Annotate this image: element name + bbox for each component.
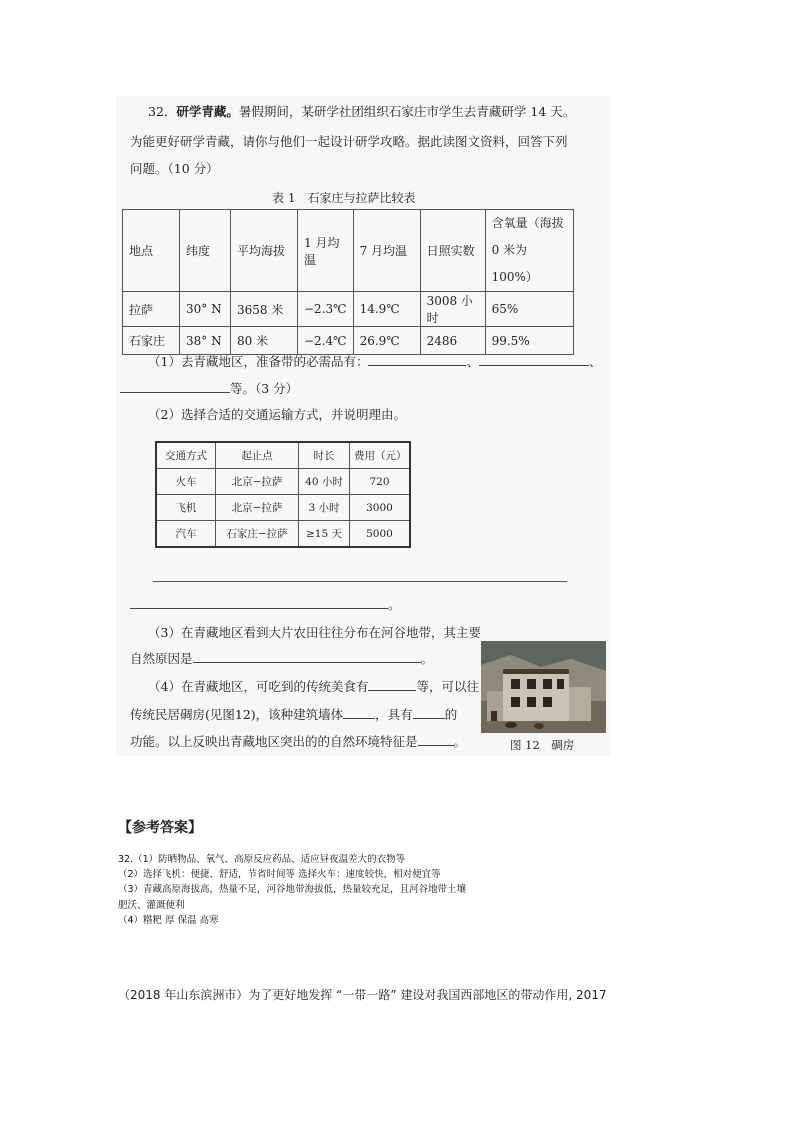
answer-blank[interactable] xyxy=(193,650,421,663)
house-illustration xyxy=(481,641,606,733)
table-header-cell: 地点 xyxy=(123,210,180,292)
sub1-tail: 等。（3 分） xyxy=(230,381,299,396)
sub4-text: 的 xyxy=(444,707,458,722)
question-intro-line-3: 问题。（10 分） xyxy=(130,161,219,176)
table-cell: 2486 xyxy=(420,327,485,355)
next-question-text: （2018 年山东滨洲市）为了更好地发挥 “一带一路” 建设对我国西部地区的带动作用, 2017 xyxy=(118,988,607,1002)
table-cell: 99.5% xyxy=(485,327,573,355)
sub-question-4-line-1 xyxy=(148,678,479,696)
table-header-cell: 费用（元） xyxy=(350,442,411,469)
sub4-text: 传统民居碉房(见图12)，该种建筑墙体 xyxy=(130,707,344,722)
tibetan-house-photo xyxy=(481,641,606,733)
transport-table xyxy=(155,441,411,548)
sub3-text: 自然原因是 xyxy=(130,651,193,666)
answer-line[interactable] xyxy=(153,581,567,582)
table-cell: −2.3℃ xyxy=(298,292,354,327)
table-cell: 5000 xyxy=(350,521,411,548)
table-cell: 720 xyxy=(350,469,411,495)
answer-line: （4）糌粑 厚 保温 高寒 xyxy=(118,915,219,926)
table-header-cell: 7 月均温 xyxy=(353,210,420,292)
sub-question-4-line-3 xyxy=(130,733,466,751)
table-header-cell: 1 月均温 xyxy=(298,210,354,292)
table-cell: 40 小时 xyxy=(299,469,350,495)
table-cell: 汽车 xyxy=(156,521,216,548)
sub-question-1-line-2 xyxy=(120,380,298,398)
table-cell: 北京−拉萨 xyxy=(216,495,299,521)
sub4-text: ，具有 xyxy=(375,707,413,722)
table-header-cell: 纬度 xyxy=(180,210,231,292)
table-cell: 火车 xyxy=(156,469,216,495)
table-header-row xyxy=(156,442,410,469)
period: 。 xyxy=(420,651,434,666)
oxygen-header-line1: 含氧量（海拔 xyxy=(491,216,564,230)
answer-line: 肥沃、灌溉便利 xyxy=(118,900,185,911)
table-header-cell: 日照实数 xyxy=(420,210,485,292)
table-cell: 3 小时 xyxy=(299,495,350,521)
table-cell: −2.4℃ xyxy=(298,327,354,355)
question-title: 研学青藏。 xyxy=(176,104,239,119)
question-intro-text: 暑假期间，某研学社团组织石家庄市学生去青藏研学 14 天。 xyxy=(238,104,576,119)
table-header-row xyxy=(123,210,574,292)
table-cell: 3000 xyxy=(350,495,411,521)
table-cell: 38° N xyxy=(180,327,231,355)
question-intro-line-1 xyxy=(148,103,575,121)
table-cell: 26.9℃ xyxy=(353,327,420,355)
table-cell: 3658 米 xyxy=(231,292,298,327)
table-cell: 北京−拉萨 xyxy=(216,469,299,495)
answer-line: （3）青藏高原海拔高，热量不足，河谷地带海拔低，热量较充足，且河谷地带土壤 xyxy=(118,884,467,895)
table-cell: 14.9℃ xyxy=(353,292,420,327)
period: 。 xyxy=(388,597,401,612)
table-cell: 拉萨 xyxy=(123,292,180,327)
table-row xyxy=(123,327,574,355)
table-header-cell xyxy=(485,210,573,292)
table-cell: 65% xyxy=(485,292,573,327)
table-cell: ≥15 天 xyxy=(299,521,350,548)
answer-blank[interactable] xyxy=(479,353,589,366)
answer-blank[interactable] xyxy=(368,678,416,691)
answer-blank[interactable] xyxy=(413,706,445,719)
sub-question-2-line-2 xyxy=(130,596,401,614)
answer-blank[interactable] xyxy=(130,596,388,609)
table-row xyxy=(156,495,410,521)
table-cell: 飞机 xyxy=(156,495,216,521)
table-cell: 80 米 xyxy=(231,327,298,355)
table-row xyxy=(156,469,410,495)
sub4-text: 功能。以上反映出青藏地区突出的的自然环境特征是 xyxy=(130,734,418,749)
table-cell: 3008 小时 xyxy=(420,292,485,327)
sub4-text: 等，可以往 xyxy=(416,679,479,694)
sub-question-2: （2）选择合适的交通运输方式，并说明理由。 xyxy=(148,407,406,422)
sub1-text: （1）去青藏地区，准备带的必需品有： xyxy=(148,354,369,369)
table1-caption: 表 1 石家庄与拉萨比较表 xyxy=(272,191,416,205)
table-header-cell: 平均海拔 xyxy=(231,210,298,292)
table-row xyxy=(156,521,410,548)
answer-blank[interactable] xyxy=(343,706,375,719)
answer-heading: 【参考答案】 xyxy=(118,820,202,836)
table-cell: 石家庄−拉萨 xyxy=(216,521,299,548)
table-cell: 30° N xyxy=(180,292,231,327)
sub1-separator: 、 xyxy=(466,354,479,369)
table-cell: 石家庄 xyxy=(123,327,180,355)
table-row xyxy=(123,292,574,327)
question-intro-line-2: 为能更好研学青藏，请你与他们一起设计研学攻略。据此读图文资料，回答下列 xyxy=(130,134,568,149)
sub-question-4-line-2 xyxy=(130,706,457,724)
sub-question-3-line-1: （3）在青藏地区看到大片农田往往分布在河谷地带，其主要 xyxy=(148,625,481,640)
table-header-cell: 交通方式 xyxy=(156,442,216,469)
period: 。 xyxy=(453,734,467,749)
sub4-text: （4）在青藏地区，可吃到的传统美食有 xyxy=(148,679,369,694)
sub-question-1-line-1 xyxy=(148,353,602,371)
table-header-cell: 时长 xyxy=(299,442,350,469)
table-header-cell: 起止点 xyxy=(216,442,299,469)
answer-blank[interactable] xyxy=(120,380,230,393)
question-number: 32． xyxy=(148,104,177,119)
answer-blank[interactable] xyxy=(418,733,454,746)
oxygen-header-line2: 0 米为100%） xyxy=(491,243,538,284)
answer-line: 32.（1）防晒物品、氧气、高原反应药品、适应昼夜温差大的衣物等 xyxy=(118,854,406,865)
comparison-table xyxy=(122,209,574,355)
figure-caption: 图 12 碉房 xyxy=(510,738,575,752)
sub-question-3-line-2 xyxy=(130,650,433,668)
answer-line: （2）选择飞机：便捷、舒适，节省时间等 选择火车：速度较快，相对便宜等 xyxy=(118,869,441,880)
sub1-separator: 、 xyxy=(588,354,602,369)
answer-blank[interactable] xyxy=(368,353,466,366)
